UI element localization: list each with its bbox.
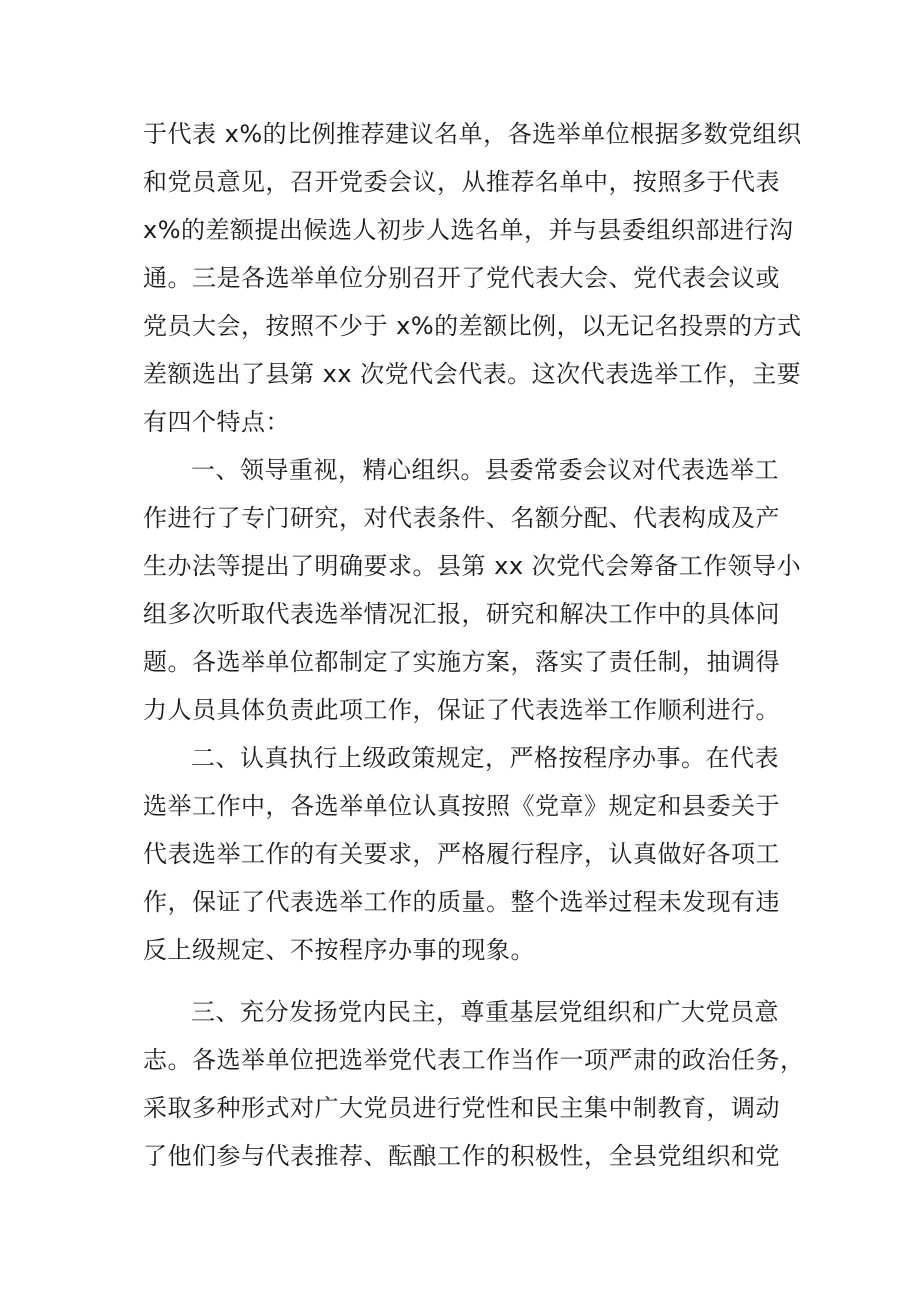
paragraph-gap [143, 974, 783, 988]
text-line: 和党员意见，召开党委会议，从推荐名单中，按照多于代表 [143, 168, 780, 196]
text-line: 题。各选举单位都制定了实施方案，落实了责任制，抽调得 [143, 648, 780, 676]
text-line: 党员大会，按照不少于 x%的差额比例，以无记名投票的方式 [143, 312, 802, 340]
text-line: 代表选举工作的有关要求，严格履行程序，认真做好各项工 [143, 840, 780, 868]
paragraph-heading-line: 二、认真执行上级政策规定，严格按程序办事。在代表 [191, 744, 779, 772]
text-line: 志。各选举单位把选举党代表工作当作一项严肃的政治任务， [143, 1046, 805, 1074]
paragraph-heading-line: 一、领导重视，精心组织。县委常委会议对代表选举工 [191, 456, 779, 484]
text-line: 采取多种形式对广大党员进行党性和民主集中制教育，调动 [143, 1094, 780, 1122]
text-line: 了他们参与代表推荐、酝酿工作的积极性，全县党组织和党 [143, 1142, 780, 1170]
text-line: 有四个特点： [143, 408, 290, 436]
text-line: 生办法等提出了明确要求。县第 xx 次党代会筹备工作领导小 [143, 552, 802, 580]
text-line: x%的差额提出候选人初步人选名单，并与县委组织部进行沟 [143, 216, 794, 244]
text-line: 差额选出了县第 xx 次党代会代表。这次代表选举工作，主要 [143, 360, 802, 388]
text-line: 力人员具体负责此项工作，保证了代表选举工作顺利进行。 [143, 696, 780, 724]
text-line: 组多次听取代表选举情况汇报，研究和解决工作中的具体问 [143, 600, 780, 628]
paragraph-heading-line: 三、充分发扬党内民主，尊重基层党组织和广大党员意 [191, 998, 779, 1026]
text-line: 选举工作中，各选举单位认真按照《党章》规定和县委关于 [143, 792, 780, 820]
text-line: 反上级规定、不按程序办事的现象。 [143, 936, 535, 964]
text-line: 通。三是各选举单位分别召开了党代表大会、党代表会议或 [143, 264, 780, 292]
text-line: 作进行了专门研究，对代表条件、名额分配、代表构成及产 [143, 504, 780, 532]
text-line: 于代表 x%的比例推荐建议名单，各选举单位根据多数党组织 [143, 120, 802, 148]
document-body [143, 110, 805, 1180]
text-line: 作，保证了代表选举工作的质量。整个选举过程未发现有违 [143, 888, 780, 916]
